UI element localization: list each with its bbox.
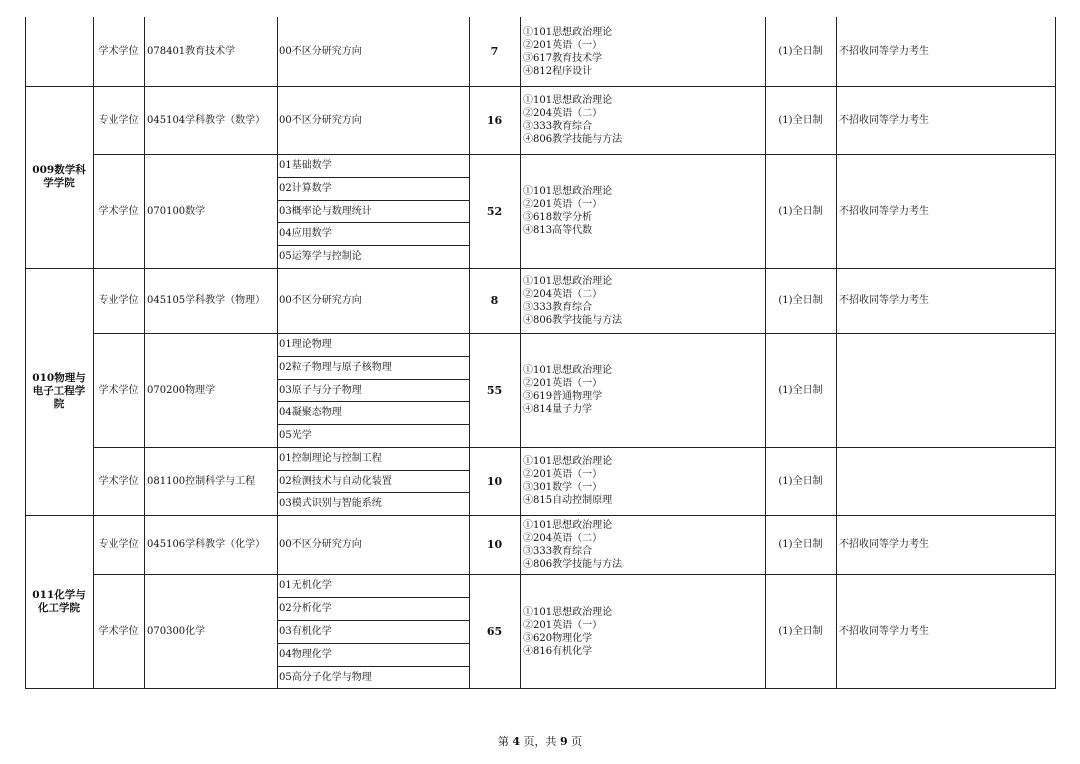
major-code-name: 081100控制科学与工程 xyxy=(147,475,256,487)
enrollment-count: 8 xyxy=(490,294,499,307)
degree-type: 学术学位 xyxy=(98,205,139,217)
remark xyxy=(839,333,1056,447)
enrollment-count: 10 xyxy=(486,474,503,488)
research-direction: 04凝聚态物理 xyxy=(279,407,342,418)
exam-subjects xyxy=(523,86,765,154)
study-mode: (1)全日制 xyxy=(778,626,823,637)
research-direction: 02分析化学 xyxy=(279,603,332,614)
enrollment-count: 55 xyxy=(486,383,503,397)
remark: 不招收同等学力考生 xyxy=(839,295,929,306)
research-direction: 00不区分研究方向 xyxy=(279,539,362,550)
study-mode: (1)全日制 xyxy=(778,295,823,306)
research-direction: 03概率论与数理统计 xyxy=(279,206,372,217)
major-code-name: 045106学科教学（化学） xyxy=(147,539,266,550)
table-vline xyxy=(144,17,145,689)
exam-subject: ③333教育综合 xyxy=(523,121,593,132)
exam-subject: ④814量子力学 xyxy=(523,404,593,415)
exam-subject: ③333教育综合 xyxy=(523,545,593,557)
footer-prefix: 第 xyxy=(497,735,509,748)
department-name xyxy=(29,17,89,86)
study-mode: (1)全日制 xyxy=(778,46,823,57)
major-code-name: 070100数学 xyxy=(147,205,206,217)
exam-subjects xyxy=(523,515,765,574)
exam-subject: ③618数学分析 xyxy=(523,212,593,223)
exam-subjects xyxy=(523,154,765,268)
research-direction: 01基础数学 xyxy=(279,160,332,171)
exam-subject: ①101思想政治理论 xyxy=(523,26,613,38)
enrollment-count: 65 xyxy=(486,625,503,638)
remark: 不招收同等学力考生 xyxy=(839,114,929,126)
exam-subject: ③619普通物理学 xyxy=(523,391,603,402)
enrollment-count: 7 xyxy=(490,45,499,58)
research-direction: 05运筹学与控制论 xyxy=(279,251,362,262)
research-direction: 00不区分研究方向 xyxy=(279,295,362,306)
exam-subjects xyxy=(523,447,765,515)
research-direction: 03原子与分子物理 xyxy=(279,385,362,396)
research-direction: 03模式识别与智能系统 xyxy=(279,498,382,509)
exam-subject: ②201英语（一） xyxy=(523,619,603,631)
degree-type: 学术学位 xyxy=(98,384,139,396)
footer-suffix: 页 xyxy=(571,735,583,748)
exam-subject: ③333教育综合 xyxy=(523,301,593,313)
exam-subject: ②204英语（二） xyxy=(523,532,603,544)
research-direction: 01控制理论与控制工程 xyxy=(279,453,382,464)
exam-subject: ④806教学技能与方法 xyxy=(523,558,623,570)
exam-subjects xyxy=(523,17,765,86)
exam-subject: ③617教育技术学 xyxy=(523,52,603,64)
study-mode: (1)全日制 xyxy=(778,384,823,396)
research-direction: 02计算数学 xyxy=(279,183,332,194)
exam-subjects xyxy=(523,333,765,447)
footer-middle: 页，共 xyxy=(523,735,557,748)
footer-total-pages: 9 xyxy=(560,735,568,748)
department-name: 010物理与电子工程学院 xyxy=(32,372,86,410)
table-vline xyxy=(25,17,26,689)
degree-type: 学术学位 xyxy=(98,46,139,57)
degree-type: 专业学位 xyxy=(98,114,139,126)
admission-table xyxy=(25,17,1056,689)
exam-subject: ①101思想政治理论 xyxy=(523,186,613,197)
research-direction: 03有机化学 xyxy=(279,626,332,637)
enrollment-count: 10 xyxy=(486,538,503,551)
study-mode: (1)全日制 xyxy=(778,205,823,217)
exam-subject: ④813高等代数 xyxy=(523,225,593,236)
major-code-name: 078401教育技术学 xyxy=(147,46,236,57)
remark: 不招收同等学力考生 xyxy=(839,626,929,637)
footer-page-number: 4 xyxy=(512,735,520,748)
research-direction: 00不区分研究方向 xyxy=(279,114,362,126)
enrollment-count: 52 xyxy=(486,204,503,218)
research-direction: 04物理化学 xyxy=(279,649,332,660)
table-vline xyxy=(277,17,278,689)
enrollment-count: 16 xyxy=(486,113,503,127)
exam-subject: ①101思想政治理论 xyxy=(523,95,613,106)
department-name: 011化学与化工学院 xyxy=(32,589,86,614)
research-direction: 04应用数学 xyxy=(279,228,332,239)
degree-type: 专业学位 xyxy=(98,295,139,306)
exam-subject: ④806教学技能与方法 xyxy=(523,134,623,145)
exam-subject: ②201英语（一） xyxy=(523,469,603,480)
exam-subject: ①101思想政治理论 xyxy=(523,275,613,287)
research-direction: 05光学 xyxy=(279,430,312,441)
exam-subject: ④812程序设计 xyxy=(523,65,593,77)
table-vline xyxy=(520,17,521,689)
remark: 不招收同等学力考生 xyxy=(839,205,929,217)
exam-subject: ②201英语（一） xyxy=(523,39,603,51)
research-direction: 02检测技术与自动化装置 xyxy=(279,476,392,487)
research-direction: 01理论物理 xyxy=(279,339,332,350)
study-mode: (1)全日制 xyxy=(778,114,823,126)
remark: 不招收同等学力考生 xyxy=(839,539,929,550)
exam-subjects xyxy=(523,268,765,333)
study-mode: (1)全日制 xyxy=(778,539,823,550)
exam-subject: ①101思想政治理论 xyxy=(523,365,613,376)
degree-type: 专业学位 xyxy=(98,539,139,550)
major-code-name: 070300化学 xyxy=(147,626,206,637)
department-name: 009数学科学学院 xyxy=(32,164,86,189)
degree-type: 学术学位 xyxy=(98,475,139,487)
exam-subject: ②204英语（二） xyxy=(523,288,603,300)
research-direction: 02粒子物理与原子核物理 xyxy=(279,362,392,373)
major-code-name: 045105学科教学（物理） xyxy=(147,295,266,306)
exam-subjects xyxy=(523,574,765,689)
exam-subject: ①101思想政治理论 xyxy=(523,519,613,531)
exam-subject: ④806教学技能与方法 xyxy=(523,314,623,326)
exam-subject: ③620物理化学 xyxy=(523,632,593,644)
exam-subject: ③301数学（一） xyxy=(523,482,603,493)
remark xyxy=(839,447,1056,515)
exam-subject: ②204英语（二） xyxy=(523,108,603,119)
exam-subject: ④815自动控制原理 xyxy=(523,495,613,506)
exam-subject: ④816有机化学 xyxy=(523,645,593,657)
exam-subject: ①101思想政治理论 xyxy=(523,606,613,618)
page-footer xyxy=(0,733,1080,749)
research-direction: 05高分子化学与物理 xyxy=(279,672,372,683)
exam-subject: ②201英语（一） xyxy=(523,199,603,210)
degree-type: 学术学位 xyxy=(98,626,139,637)
research-direction: 01无机化学 xyxy=(279,580,332,591)
major-code-name: 045104学科教学（数学） xyxy=(147,114,266,126)
research-direction: 00不区分研究方向 xyxy=(279,46,362,57)
remark: 不招收同等学力考生 xyxy=(839,46,929,57)
exam-subject: ②201英语（一） xyxy=(523,378,603,389)
exam-subject: ①101思想政治理论 xyxy=(523,456,613,467)
major-code-name: 070200物理学 xyxy=(147,384,216,396)
study-mode: (1)全日制 xyxy=(778,475,823,487)
table-vline xyxy=(836,17,837,689)
